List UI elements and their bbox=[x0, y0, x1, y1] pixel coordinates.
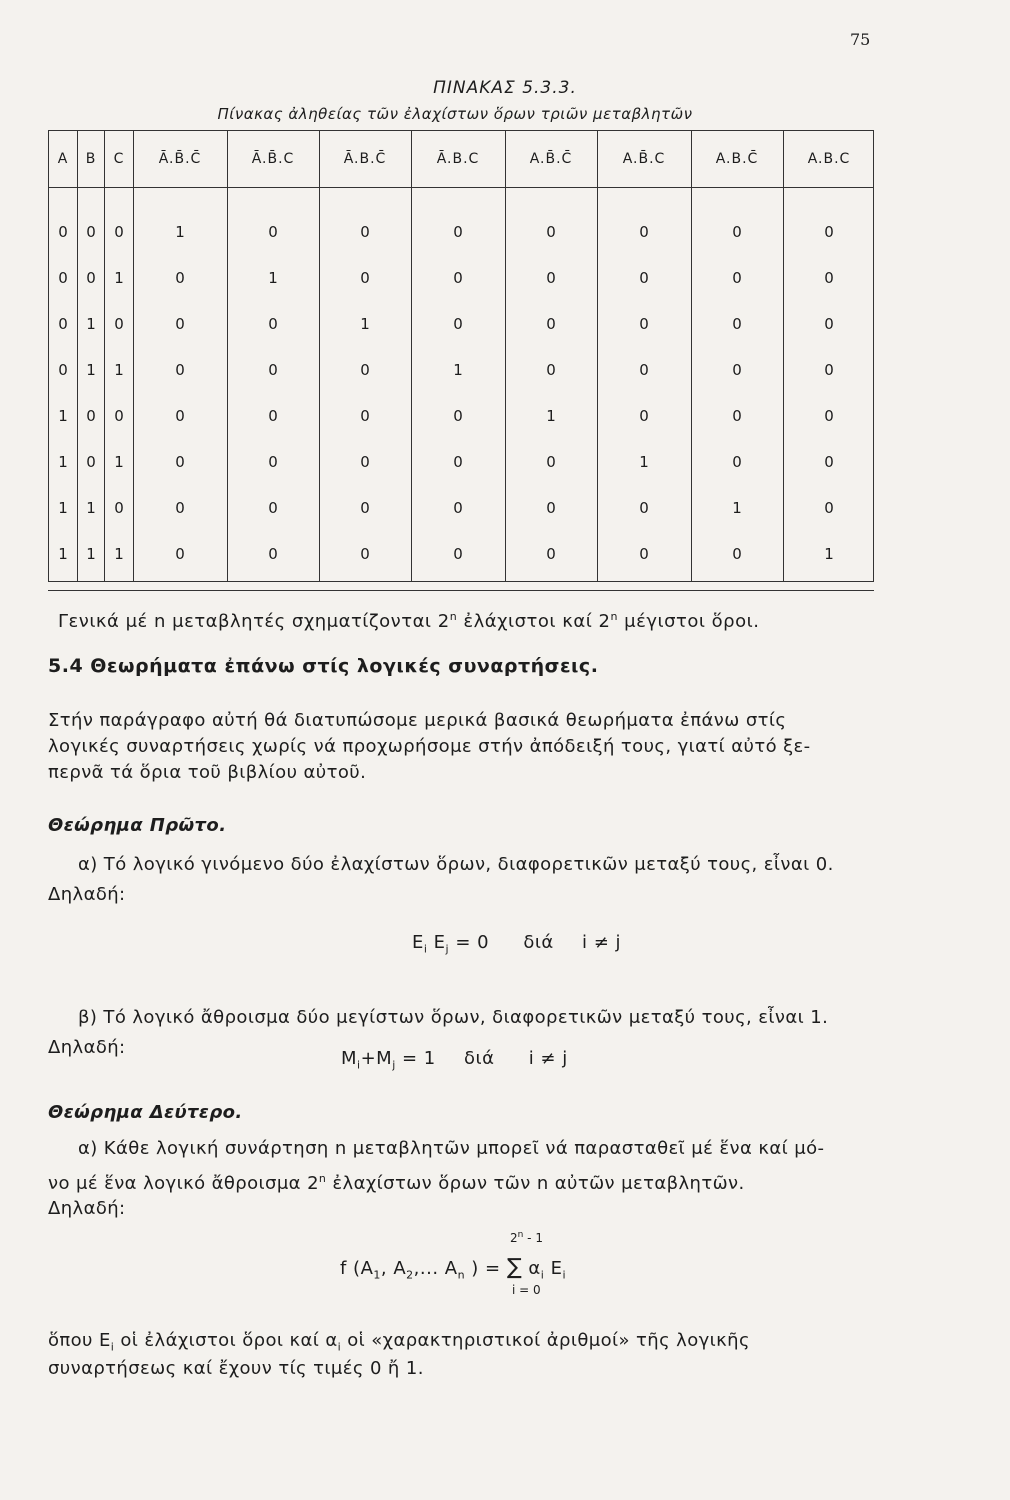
theorem2-a-line2: νο μέ ἕνα λογικό ἄθροισμα 2$^n$ ἐλαχίστων ὅρων τῶν n αὐτῶν μεταβλητῶν. bbox=[48, 1172, 745, 1194]
page-number: 75 bbox=[850, 30, 871, 49]
table-cell: 1 bbox=[58, 545, 68, 563]
table-cell: 1 bbox=[86, 499, 96, 517]
table-cell: 1 bbox=[86, 361, 96, 379]
table-cell: 0 bbox=[175, 315, 185, 333]
table-cell: 0 bbox=[824, 499, 834, 517]
theorem1-b-then: Δηλαδή: bbox=[48, 1037, 126, 1058]
table-cell: 1 bbox=[546, 407, 556, 425]
table-cell: 0 bbox=[453, 453, 463, 471]
table-cell: 1 bbox=[114, 453, 124, 471]
table-cell: 0 bbox=[453, 223, 463, 241]
table-cell: 0 bbox=[268, 545, 278, 563]
table-cell: 0 bbox=[453, 499, 463, 517]
table-cell: 1 bbox=[268, 269, 278, 287]
header-cell: A bbox=[57, 151, 69, 167]
table-cell: 0 bbox=[175, 453, 185, 471]
table-cell: 0 bbox=[732, 407, 742, 425]
table-cell: 0 bbox=[175, 361, 185, 379]
table-cell: 0 bbox=[175, 269, 185, 287]
table-cell: 0 bbox=[268, 407, 278, 425]
table-cell: 0 bbox=[175, 407, 185, 425]
table-cell: 0 bbox=[58, 315, 68, 333]
table-cell: 0 bbox=[114, 407, 124, 425]
header-cell: B bbox=[85, 151, 97, 167]
table-cell: 1 bbox=[639, 453, 649, 471]
header-cell: C bbox=[113, 151, 125, 167]
table-cell: 0 bbox=[639, 499, 649, 517]
table-cell: 1 bbox=[114, 545, 124, 563]
table-cell: 0 bbox=[58, 223, 68, 241]
table-cell: 0 bbox=[86, 223, 96, 241]
table-cell: 0 bbox=[453, 315, 463, 333]
table-cell: 1 bbox=[175, 223, 185, 241]
table-cell: 0 bbox=[639, 315, 649, 333]
truth-table bbox=[48, 130, 874, 582]
table-cell: 0 bbox=[546, 223, 556, 241]
theorem2-title: Θεώρημα Δεύτερο. bbox=[48, 1102, 243, 1123]
header-divider bbox=[49, 187, 873, 188]
column-divider bbox=[597, 131, 598, 581]
table-cell: 0 bbox=[268, 361, 278, 379]
table-cell: 0 bbox=[546, 269, 556, 287]
table-cell: 0 bbox=[824, 453, 834, 471]
theorem1-b: β) Τό λογικό ἄθροισμα δύο μεγίστων ὅρων, διαφορετικῶν μεταξύ τους, εἶναι 1. bbox=[78, 1007, 829, 1028]
theorem1-a-then: Δηλαδή: bbox=[48, 884, 126, 905]
column-divider bbox=[227, 131, 228, 581]
table-cell: 0 bbox=[268, 453, 278, 471]
header-cell: A.B̄.C̄ bbox=[529, 151, 573, 167]
table-cell: 1 bbox=[58, 453, 68, 471]
table-cell: 0 bbox=[639, 545, 649, 563]
table-cell: 0 bbox=[732, 269, 742, 287]
table-cell: 1 bbox=[453, 361, 463, 379]
table-cell: 1 bbox=[58, 499, 68, 517]
theorem1-a: α) Τό λογικό γινόμενο δύο ἐλαχίστων ὅρων, διαφορετικῶν μεταξύ τους, εἶναι 0. bbox=[78, 854, 834, 875]
table-cell: 0 bbox=[639, 223, 649, 241]
table-cell: 0 bbox=[453, 407, 463, 425]
theorem2-a-then: Δηλαδή: bbox=[48, 1198, 126, 1219]
table-cell: 0 bbox=[546, 315, 556, 333]
theorem2-a-line1: α) Κάθε λογική συνάρτηση n μεταβλητῶν μπορεῖ νά παρασταθεῖ μέ ἕνα καί μό- bbox=[78, 1138, 825, 1159]
intro-paragraph: Στήν παράγραφο αὐτή θά διατυπώσομε μερικά βασικά θεωρήματα ἐπάνω στίς λογικές συναρτήσεις χωρίς νά προχωρήσομε στήν ἀπόδειξή τους, γιατί αὐτό ξε- περνᾶ τά ὅρια τοῦ βιβλίου αὐτοῦ. bbox=[48, 710, 811, 783]
theorem1-title: Θεώρημα Πρῶτο. bbox=[48, 815, 227, 836]
table-cell: 0 bbox=[639, 269, 649, 287]
equation-min-terms: $E_i$ $E_j = 0$ διά i ≠ j bbox=[412, 932, 622, 956]
column-divider bbox=[505, 131, 506, 581]
column-divider bbox=[319, 131, 320, 581]
table-cell: 0 bbox=[360, 407, 370, 425]
sigma-symbol: ∑ bbox=[506, 1255, 523, 1280]
table-cell: 0 bbox=[86, 407, 96, 425]
column-divider bbox=[411, 131, 412, 581]
explanation-line1: ὅπου $E_i$ οἱ ἐλάχιστοι ὅροι καί $\alpha_i$ οἱ «χαρακτηριστικοί ἀριθμοί» τῆς λογικῆς bbox=[48, 1330, 750, 1354]
table-cell: 0 bbox=[546, 361, 556, 379]
table-cell: 0 bbox=[86, 453, 96, 471]
table-cell: 1 bbox=[86, 545, 96, 563]
table-cell: 0 bbox=[268, 223, 278, 241]
header-cell: Ā.B̄.C bbox=[251, 151, 295, 167]
header-cell: A.B̄.C bbox=[622, 151, 666, 167]
table-cell: 0 bbox=[360, 223, 370, 241]
general-statement: Γενικά μέ n μεταβλητές σχηματίζονται 2$^n$ ἐλάχιστοι καί 2$^n$ μέγιστοι ὅροι. bbox=[58, 610, 760, 632]
table-cell: 0 bbox=[360, 453, 370, 471]
column-divider bbox=[691, 131, 692, 581]
header-cell: Ā.B.C̄ bbox=[343, 151, 387, 167]
equation-max-terms: $M_i+M_j = 1$ διά i ≠ j bbox=[341, 1048, 568, 1072]
table-cell: 0 bbox=[360, 361, 370, 379]
table-cell: 0 bbox=[175, 499, 185, 517]
header-cell: Ā.B.C bbox=[436, 151, 480, 167]
table-cell: 1 bbox=[86, 315, 96, 333]
table-cell: 0 bbox=[360, 269, 370, 287]
table-cell: 0 bbox=[86, 269, 96, 287]
table-cell: 0 bbox=[732, 361, 742, 379]
column-divider bbox=[783, 131, 784, 581]
table-cell: 1 bbox=[114, 361, 124, 379]
table-cell: 0 bbox=[824, 223, 834, 241]
table-cell: 0 bbox=[639, 407, 649, 425]
table-cell: 0 bbox=[360, 545, 370, 563]
table-cell: 1 bbox=[360, 315, 370, 333]
sum-upper-limit: 2$^n$ - 1 bbox=[510, 1230, 543, 1245]
table-cell: 0 bbox=[175, 545, 185, 563]
table-subtitle: Πίνακας ἀληθείας τῶν ἐλαχίστων ὅρων τριῶν μεταβλητῶν bbox=[217, 105, 693, 123]
sum-lower-limit: i = 0 bbox=[512, 1283, 541, 1297]
table-cell: 0 bbox=[268, 499, 278, 517]
table-cell: 1 bbox=[824, 545, 834, 563]
table-cell: 0 bbox=[732, 315, 742, 333]
table-cell: 0 bbox=[114, 315, 124, 333]
sum-formula: f ($A_1$, $A_2$,... $A_n$ ) = ∑ $\alpha_i$ $E_i$ bbox=[340, 1255, 567, 1282]
table-cell: 1 bbox=[732, 499, 742, 517]
header-cell: Ā.B̄.C̄ bbox=[158, 151, 202, 167]
table-cell: 0 bbox=[58, 269, 68, 287]
table-cell: 0 bbox=[546, 453, 556, 471]
table-cell: 0 bbox=[639, 361, 649, 379]
table-cell: 0 bbox=[824, 269, 834, 287]
table-cell: 0 bbox=[824, 361, 834, 379]
table-cell: 1 bbox=[58, 407, 68, 425]
table-cell: 0 bbox=[546, 545, 556, 563]
table-cell: 0 bbox=[114, 223, 124, 241]
table-cell: 0 bbox=[824, 315, 834, 333]
table-cell: 0 bbox=[453, 269, 463, 287]
table-cell: 1 bbox=[114, 269, 124, 287]
table-bottom-rule bbox=[48, 590, 874, 591]
table-cell: 0 bbox=[268, 315, 278, 333]
table-cell: 0 bbox=[732, 545, 742, 563]
table-cell: 0 bbox=[453, 545, 463, 563]
table-cell: 0 bbox=[58, 361, 68, 379]
table-cell: 0 bbox=[114, 499, 124, 517]
header-cell: A.B.C̄ bbox=[715, 151, 759, 167]
section-title: 5.4 Θεωρήματα ἐπάνω στίς λογικές συναρτήσεις. bbox=[48, 655, 599, 677]
explanation-line2: συναρτήσεως καί ἔχουν τίς τιμές 0 ἤ 1. bbox=[48, 1358, 424, 1379]
table-cell: 0 bbox=[732, 453, 742, 471]
table-cell: 0 bbox=[732, 223, 742, 241]
table-cell: 0 bbox=[824, 407, 834, 425]
header-cell: A.B.C bbox=[807, 151, 851, 167]
table-cell: 0 bbox=[360, 499, 370, 517]
table-cell: 0 bbox=[546, 499, 556, 517]
table-title: ΠΙΝΑΚΑΣ 5.3.3. bbox=[433, 78, 577, 98]
